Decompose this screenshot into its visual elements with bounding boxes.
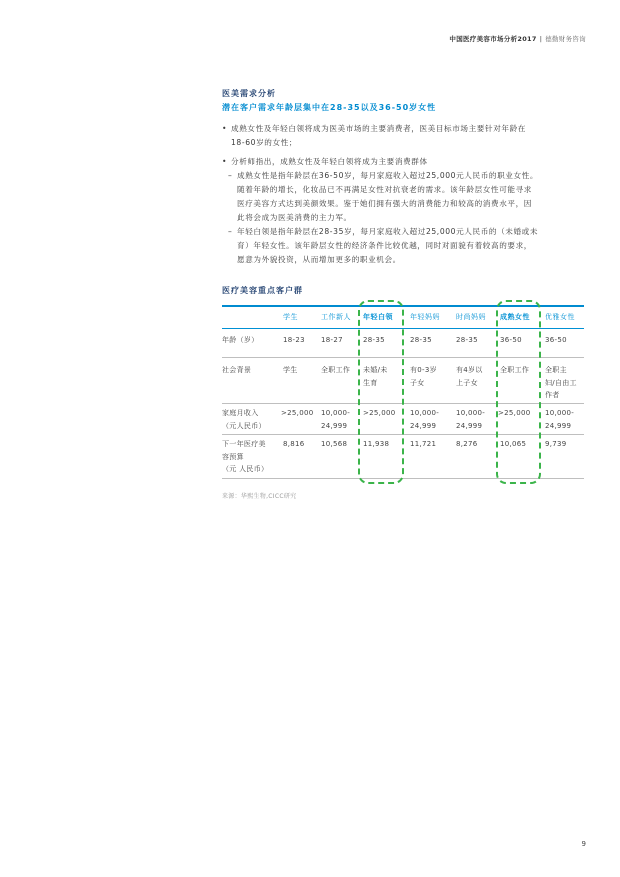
cell-line: >25,000 <box>363 409 396 417</box>
cell-line: 未婚/未 <box>363 366 388 374</box>
cell-line: 10,065 <box>500 440 527 448</box>
cell-line: >25,000 <box>498 409 531 417</box>
table-cell <box>456 407 485 432</box>
bullet-text: 18-60岁的女性； <box>231 138 298 147</box>
table-cell <box>321 364 350 377</box>
cell-line: 36-50 <box>500 336 522 344</box>
page-number: 9 <box>581 840 586 848</box>
highlight-box-young-white-collar <box>358 300 404 484</box>
row-label <box>222 364 251 377</box>
table-header-fashion-mom: 时尚妈妈 <box>456 313 486 321</box>
cell-line: 9,739 <box>545 440 567 448</box>
row-label-line: 家庭月收入 <box>222 409 259 417</box>
cell-line: 8,276 <box>456 440 478 448</box>
row-label-line: 年龄（岁） <box>222 336 259 344</box>
dash-text: 育）年轻女性。该年龄层女性的经济条件比较优越，同时对面貌有着较高的要求， <box>237 241 532 250</box>
row-label-line: 容预算 <box>222 452 244 461</box>
cell-line: 11,721 <box>410 440 437 448</box>
header-title: 中国医疗美容市场分析2017 <box>449 35 537 43</box>
table-cell <box>545 334 567 347</box>
highlight-box-mature-women <box>496 300 541 484</box>
cell-line: 24,999 <box>456 421 483 430</box>
row-label-line: （元 人民币） <box>222 465 269 473</box>
dash-text: 年轻白领是指年龄层在28-35岁，每月家庭收入超过25,000元人民币的（未婚或未 <box>237 227 539 236</box>
cell-line: 全职工作 <box>500 366 530 374</box>
table-header-elegant-women: 优雅女性 <box>545 313 575 321</box>
dash-text: 成熟女性是指年龄层在36-50岁，每月家庭收入超过25,000元人民币的职业女性。 <box>237 171 539 180</box>
row-label-line: 下一年医疗美 <box>222 440 266 448</box>
cell-line: 上子女 <box>456 378 478 387</box>
cell-line: 有0-3岁 <box>410 366 437 374</box>
table-cell <box>456 438 478 451</box>
row-label-line: （元人民币） <box>222 421 266 430</box>
dash-paragraph-1 <box>228 169 588 225</box>
cell-line: 子女 <box>410 378 425 387</box>
table-header-mature-women: 成熟女性 <box>500 313 530 321</box>
table-cell <box>410 334 432 347</box>
bullet-text: 成熟女性及年轻白领将成为医美市场的主要消费者，医美目标市场主要针对年龄在 <box>231 124 526 133</box>
table-header-young-white-collar: 年轻白领 <box>363 313 393 321</box>
table-title: 医疗美容重点客户群 <box>222 286 303 295</box>
table-cell <box>410 438 436 451</box>
dash-text: 随着年龄的增长，化妆品已不再满足女性对抗衰老的需求。该年龄层女性可能寻求 <box>237 185 532 194</box>
dash-paragraph-2 <box>228 225 588 267</box>
cell-line: 生育 <box>363 378 378 387</box>
table-cell <box>410 407 439 432</box>
table-cell <box>545 407 574 432</box>
cell-line: 18-23 <box>283 336 305 344</box>
row-label-line: 社会背景 <box>222 366 252 374</box>
cell-line: 学生 <box>283 366 298 374</box>
cell-line: 10,000- <box>321 409 351 417</box>
source-note: 来源：华熙生物,CICC研究 <box>222 493 297 500</box>
cell-line: 10,000- <box>456 409 486 417</box>
section-subtitle: 潜在客户需求年龄层集中在28-35以及36-50岁女性 <box>222 103 437 112</box>
cell-line: 11,938 <box>363 440 390 448</box>
table-cell <box>321 334 343 347</box>
table-cell <box>283 438 305 451</box>
table-cell <box>545 438 567 451</box>
cell-line: 28-35 <box>456 336 478 344</box>
table-header-student: 学生 <box>283 313 298 321</box>
dash-text: 此将会成为医美消费的主力军。 <box>237 213 352 222</box>
dash-text: 医疗美容方式达到美颜效果。鉴于她们拥有强大的消费能力和较高的消费水平，因 <box>237 199 532 208</box>
cell-line: 作者 <box>545 391 560 399</box>
table-header-new-worker: 工作新人 <box>321 313 351 321</box>
cell-line: 24,999 <box>410 421 437 430</box>
bullet-paragraph-2 <box>222 155 592 169</box>
table-cell <box>410 364 437 389</box>
cell-line: 全职工作 <box>321 366 351 374</box>
cell-line: 36-50 <box>545 336 567 344</box>
cell-line: 妇/自由工 <box>545 378 577 387</box>
cell-line: 10,000- <box>545 409 575 417</box>
dash-mark: – <box>228 227 233 236</box>
row-label <box>222 334 259 347</box>
cell-line: 有4岁以 <box>456 366 483 374</box>
table-cell <box>283 364 298 377</box>
table-cell <box>321 438 347 451</box>
dash-text: 愿意为外貌投资，从而增加更多的职业机会。 <box>237 255 401 264</box>
cell-line: 28-35 <box>410 336 432 344</box>
cell-line: 8,816 <box>283 440 305 448</box>
section-title: 医美需求分析 <box>222 89 276 98</box>
row-label <box>222 438 268 476</box>
table-cell <box>456 334 478 347</box>
table-cell <box>321 407 350 432</box>
cell-line: 18-27 <box>321 336 343 344</box>
bullet-mark: • <box>222 124 228 133</box>
dash-mark: – <box>228 171 233 180</box>
cell-line: 24,999 <box>545 421 572 430</box>
cell-line: 全职主 <box>545 366 567 374</box>
header-separator: | <box>539 35 543 43</box>
cell-line: >25,000 <box>281 409 314 417</box>
table-cell <box>283 334 305 347</box>
page-header <box>449 34 586 43</box>
table-cell <box>281 407 313 420</box>
bullet-text: 分析师指出，成熟女性及年轻白领将成为主要消费群体 <box>231 157 428 166</box>
bullet-paragraph-1 <box>222 122 592 150</box>
bullet-mark: • <box>222 157 228 166</box>
cell-line: 24,999 <box>321 421 348 430</box>
header-org: 德勤财务咨询 <box>545 35 586 43</box>
cell-line: 10,568 <box>321 440 348 448</box>
cell-line: 28-35 <box>363 336 385 344</box>
table-cell <box>456 364 483 389</box>
table-header-young-mom: 年轻妈妈 <box>410 313 440 321</box>
table-cell <box>545 364 577 402</box>
row-label <box>222 407 266 432</box>
cell-line: 10,000- <box>410 409 440 417</box>
